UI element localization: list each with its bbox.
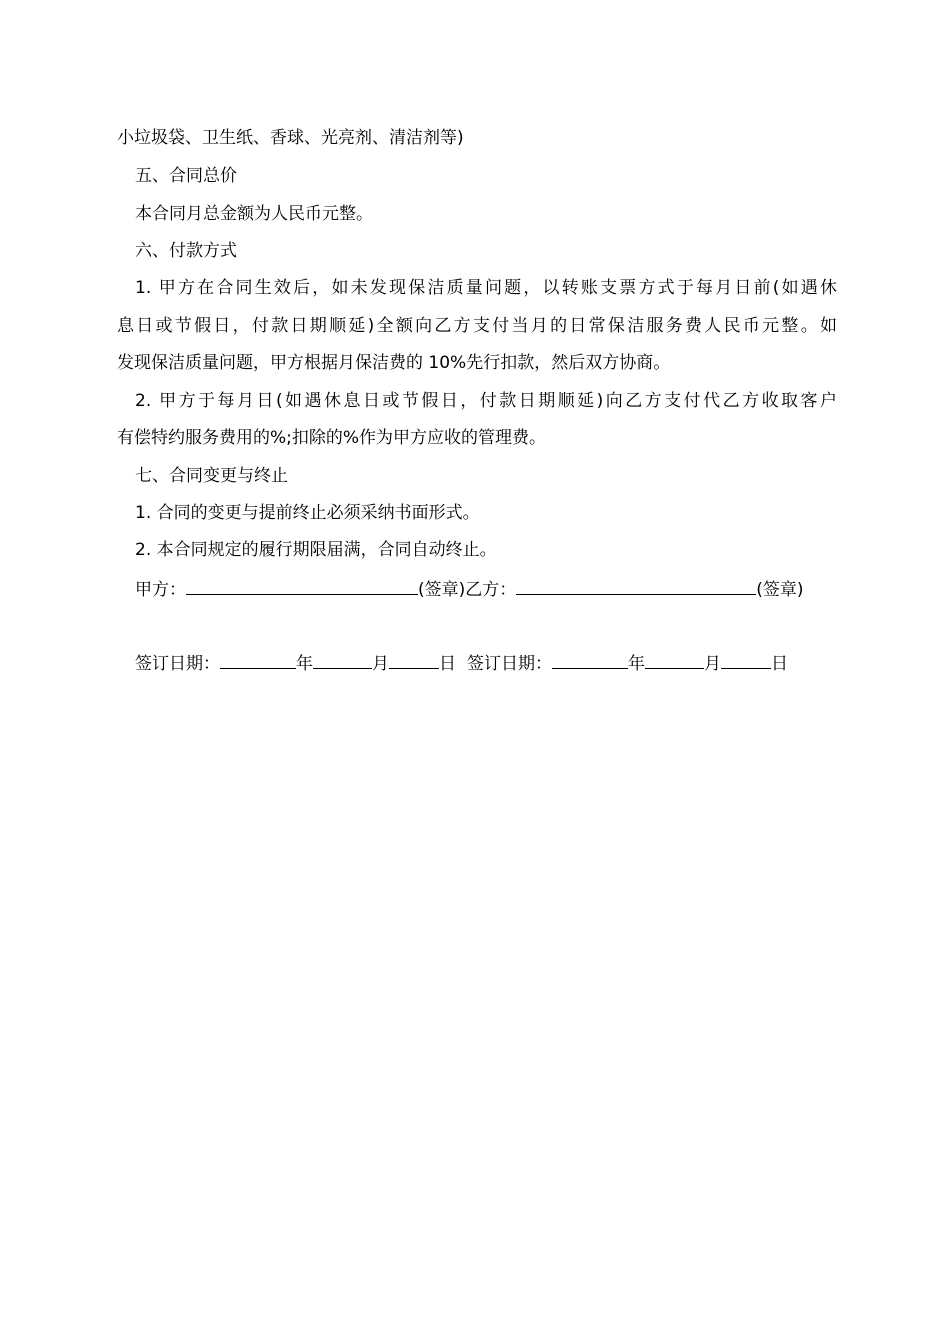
party-b-signature-blank[interactable]: [516, 577, 756, 595]
party-b-label: 乙方：: [465, 580, 517, 600]
total-price-paragraph: 本合同月总金额为人民币元整。: [135, 204, 373, 224]
party-a-month-blank[interactable]: [313, 651, 372, 669]
party-a-signature-blank[interactable]: [186, 577, 418, 595]
signature-row: [135, 577, 837, 601]
month-label: 月: [704, 654, 721, 674]
day-label: 日: [439, 654, 456, 674]
signing-date-row: [135, 651, 837, 675]
change-clause-2: 2. 本合同规定的履行期限届满，合同自动终止。: [135, 540, 497, 560]
party-a-seal-label: (签章): [418, 580, 466, 600]
payment-clause-1-line-1: 1. 甲方在合同生效后，如未发现保洁质量问题，以转账支票方式于每月日前(如遇休: [135, 278, 837, 298]
party-a-date-label: 签订日期：: [135, 654, 220, 674]
payment-clause-2-line-2: 有偿特约服务费用的%;扣除的%作为甲方应收的管理费。: [117, 428, 547, 448]
section-heading-change-termination: 七、合同变更与终止: [135, 466, 288, 486]
party-a-label: 甲方：: [135, 580, 186, 600]
party-b-year-blank[interactable]: [552, 651, 628, 669]
year-label: 年: [628, 654, 645, 674]
section-heading-payment: 六、付款方式: [135, 241, 237, 261]
party-b-date-label: 签订日期：: [467, 654, 552, 674]
year-label: 年: [296, 654, 313, 674]
month-label: 月: [372, 654, 389, 674]
party-a-year-blank[interactable]: [220, 651, 296, 669]
payment-clause-1-line-3: 发现保洁质量问题，甲方根据月保洁费的 10%先行扣款，然后双方协商。: [117, 353, 671, 373]
list-continuation-line: 小垃圾袋、卫生纸、香球、光亮剂、清洁剂等): [117, 128, 464, 148]
payment-clause-1-line-2: 息日或节假日，付款日期顺延)全额向乙方支付当月的日常保洁服务费人民币元整。如: [117, 316, 837, 336]
change-clause-1: 1. 合同的变更与提前终止必须采纳书面形式。: [135, 503, 480, 523]
payment-clause-2-line-1: 2. 甲方于每月日(如遇休息日或节假日，付款日期顺延)向乙方支付代乙方收取客户: [135, 391, 837, 411]
party-b-month-blank[interactable]: [645, 651, 704, 669]
party-b-seal-label: (签章): [756, 580, 804, 600]
party-a-day-blank[interactable]: [389, 651, 439, 669]
party-b-day-blank[interactable]: [721, 651, 771, 669]
section-heading-total-price: 五、合同总价: [135, 166, 237, 186]
day-label: 日: [771, 654, 788, 674]
